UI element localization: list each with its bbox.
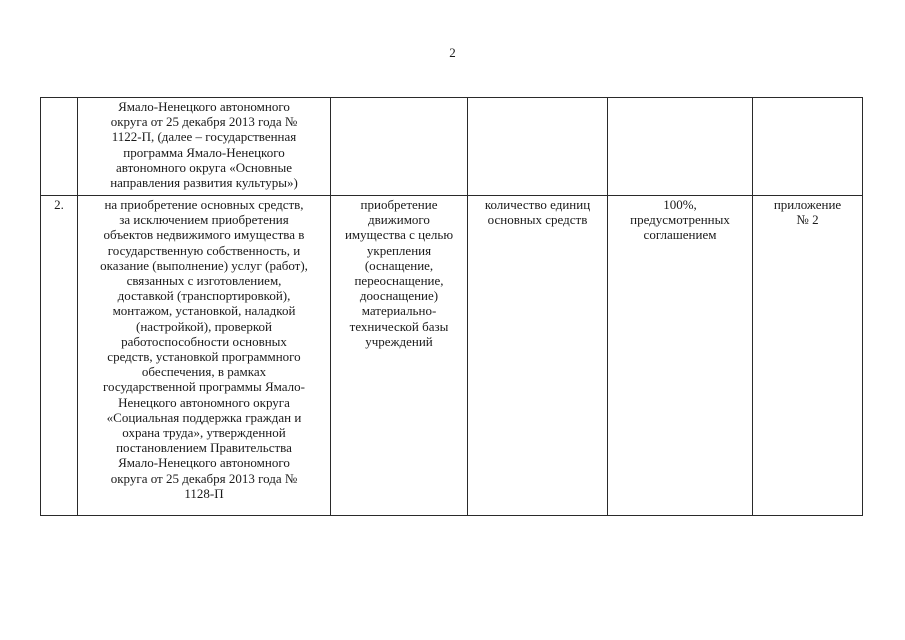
appendix-cell <box>753 98 863 196</box>
allocation-table <box>40 97 863 516</box>
description-cell: Ямало-Ненецкого автономного округа от 25 декабря 2013 года № 1122-П, (далее – государственная программа Ямало-Ненецкого автономного округа «Основные направления развития культуры») <box>78 98 331 196</box>
table-row <box>41 196 863 516</box>
purpose-cell: приобретение движимого имущества с целью укрепления (оснащение, переоснащение, дооснащение) материально- технической базы учреждений <box>331 196 468 516</box>
value-cell <box>608 98 753 196</box>
row-number-cell: 2. <box>41 196 78 516</box>
value-cell: 100%, предусмотренных соглашением <box>608 196 753 516</box>
purpose-cell <box>331 98 468 196</box>
table-row <box>41 98 863 196</box>
indicator-cell <box>468 98 608 196</box>
description-cell: на приобретение основных средств, за исключением приобретения объектов недвижимого имущества в государственную собственность, и оказание (выполнение) услуг (работ), связанных с изготовлением, доставкой (транспортировкой), монтажом, установкой, наладкой (настройкой), проверкой работоспособности основных средств, установкой программного обеспечения, в рамках государственной программы Ямало- Ненецкого автономного округа «Социальная поддержка граждан и охрана труда», утвержденной постановлением Правительства Ямало-Ненецкого автономного округа от 25 декабря 2013 года № 1128-П <box>78 196 331 516</box>
appendix-cell: приложение № 2 <box>753 196 863 516</box>
page-number: 2 <box>449 45 456 60</box>
indicator-cell: количество единиц основных средств <box>468 196 608 516</box>
row-number-cell <box>41 98 78 196</box>
